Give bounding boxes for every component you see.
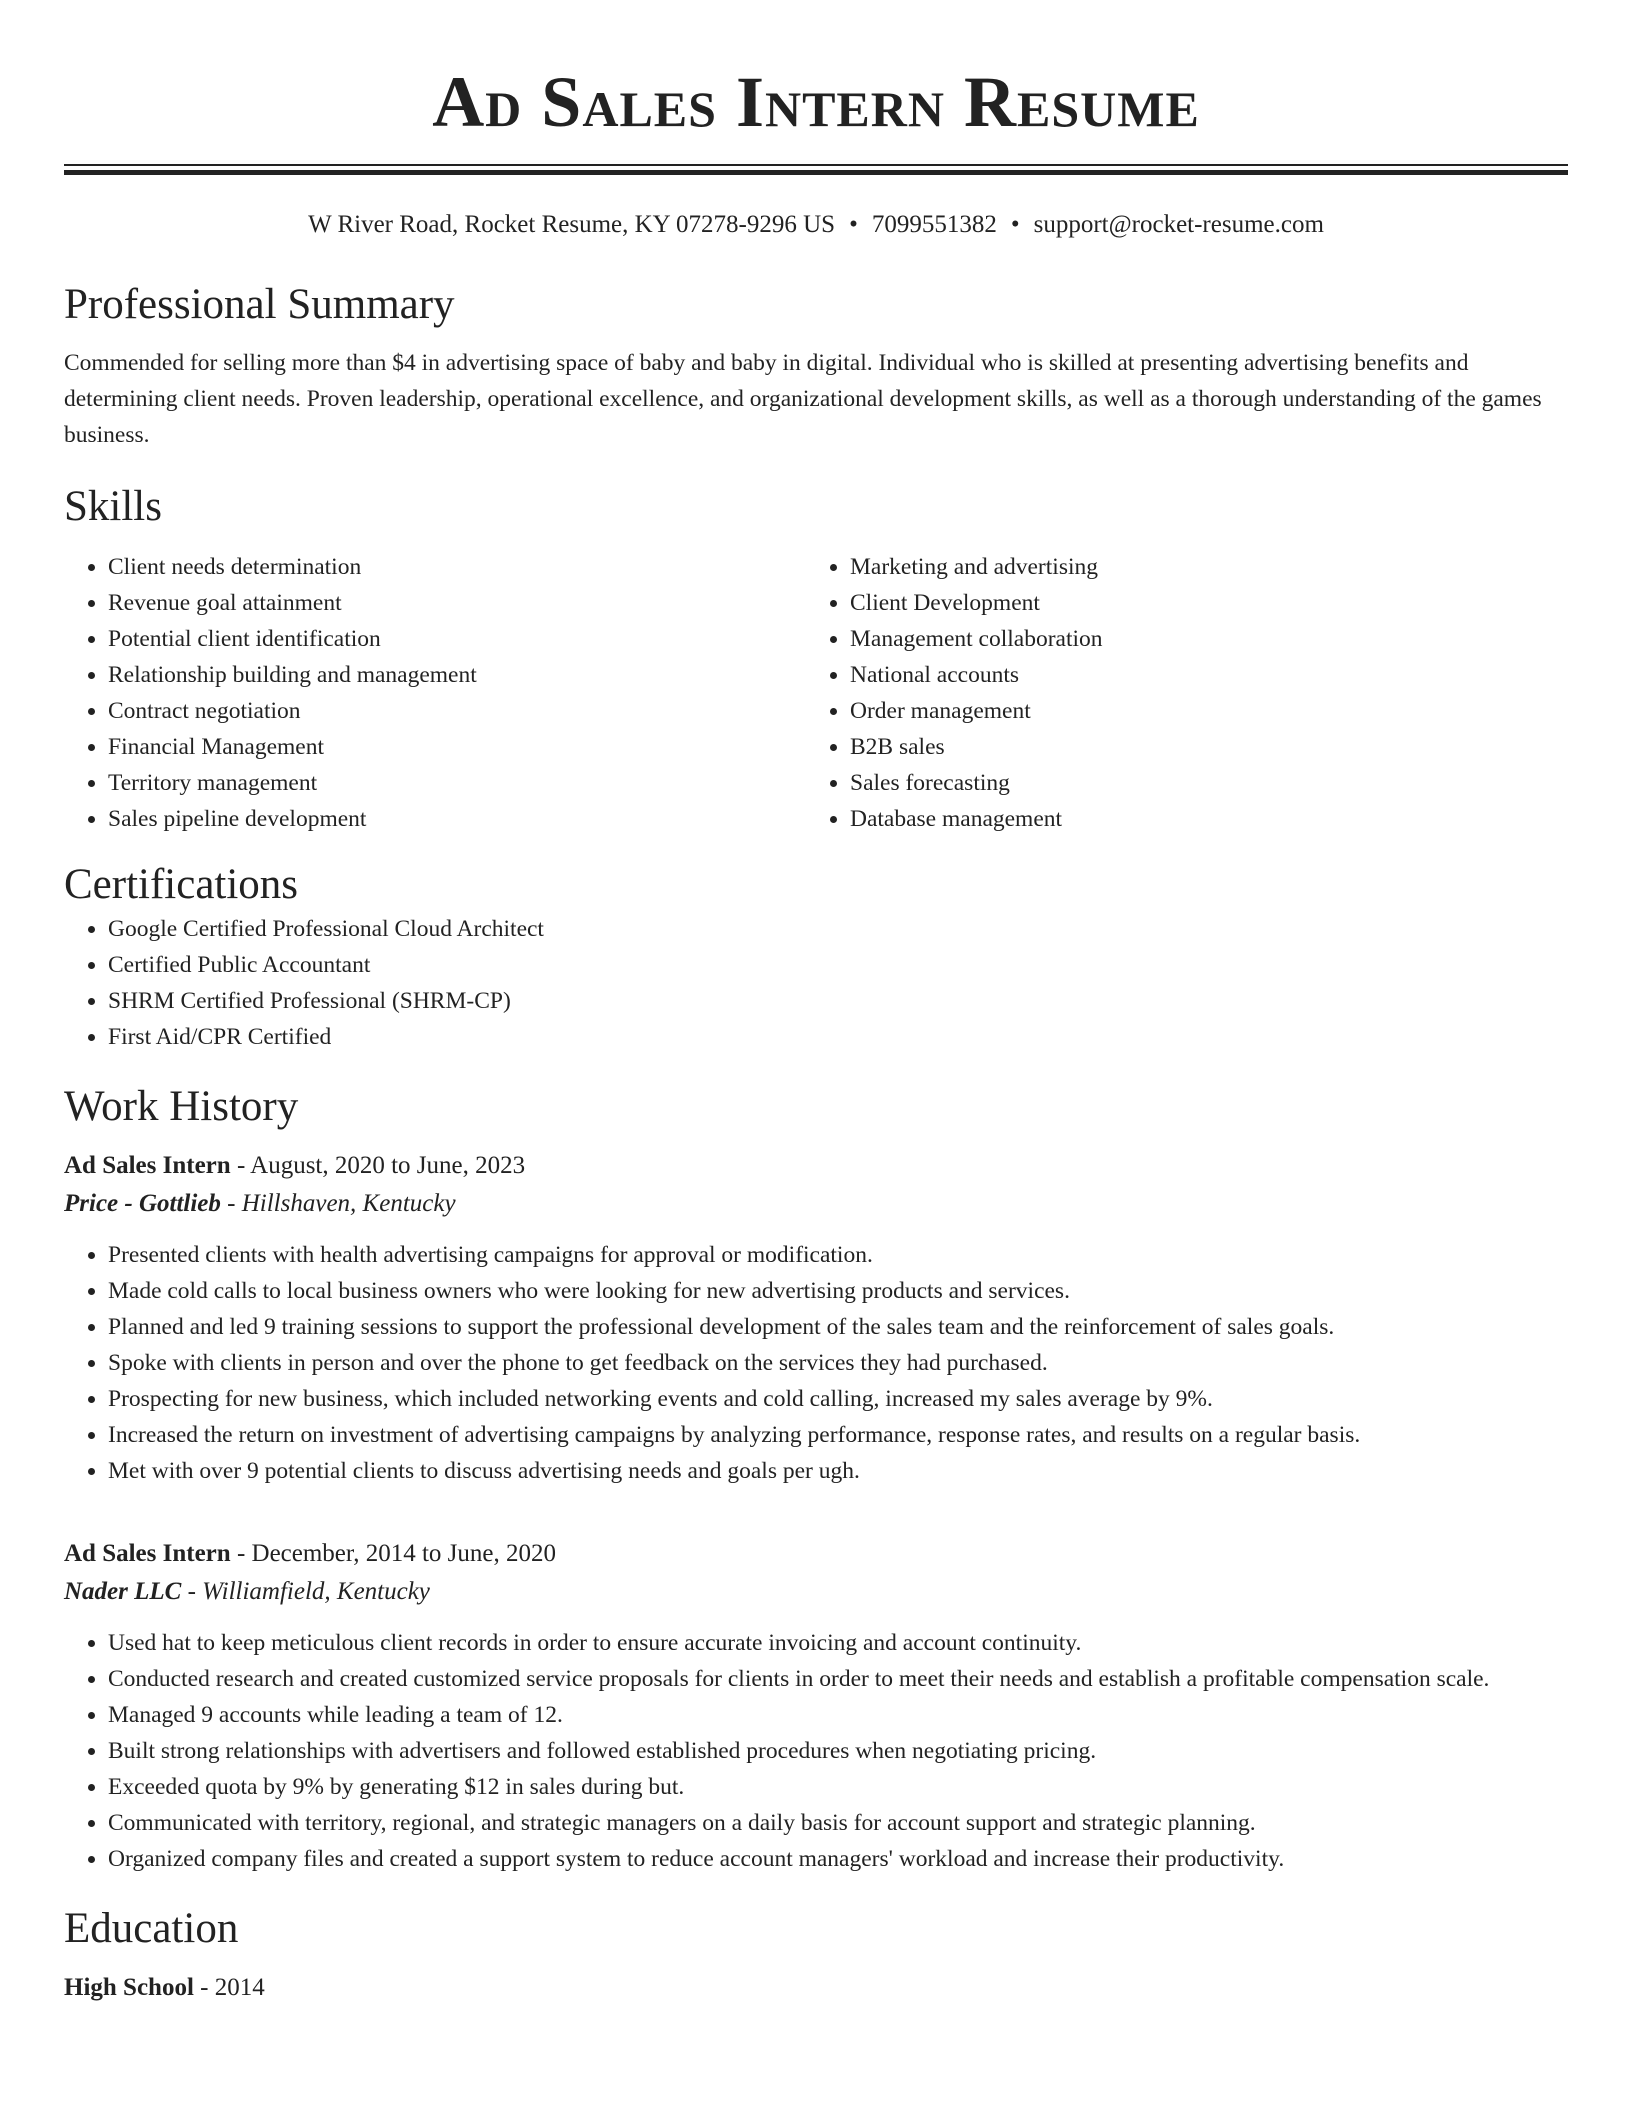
contact-phone: 7099551382 (871, 211, 997, 238)
contact-separator: • (849, 211, 858, 238)
job-duty-item: • Increased the return on investment of advertising campaigns by analyzing performance, response rates, and results on a regular basis. (108, 1417, 1568, 1453)
skill-item: • Database management (850, 801, 1548, 837)
skills-column-right (806, 549, 1548, 837)
job-title-line (64, 1147, 1568, 1185)
contact-email: support@rocket-resume.com (1033, 211, 1324, 238)
job-duties-list (64, 1625, 1568, 1877)
work-history-heading: Work History (64, 1083, 299, 1130)
contact-separator: • (1010, 211, 1020, 238)
education-degree: High School (64, 1974, 194, 2001)
skill-item: • Relationship building and management (108, 657, 806, 693)
skill-item: • Potential client identification (108, 621, 806, 657)
summary-heading: Professional Summary (64, 281, 455, 328)
job-duty-item: • Built strong relationships with advertisers and followed established procedures when negotiating pricing. (108, 1733, 1568, 1769)
job-title-line (64, 1535, 1568, 1573)
job-duty-item: • Communicated with territory, regional, and strategic managers on a daily basis for account support and strategic planning. (108, 1805, 1568, 1841)
job-duty-item: • Spoke with clients in person and over the phone to get feedback on the services they had purchased. (108, 1345, 1568, 1381)
skill-item: • Client Development (850, 585, 1548, 621)
certification-item: • SHRM Certified Professional (SHRM-CP) (108, 983, 1568, 1019)
skill-item: • B2B sales (850, 729, 1548, 765)
job-location: - Williamfield, Kentucky (181, 1578, 430, 1605)
skill-item: • Revenue goal attainment (108, 585, 806, 621)
skills-list-left (64, 549, 806, 837)
skills-heading: Skills (64, 483, 162, 530)
skill-item: • Client needs determination (108, 549, 806, 585)
skills-columns (64, 549, 1568, 837)
skill-item: • Management collaboration (850, 621, 1548, 657)
summary-text: Commended for selling more than $4 in advertising space of baby and baby in digital. Individual who is skilled at presenting advertising benefits and determining client needs. Proven leadership, operational excellence, and organizational development skills, as well as a thorough understanding of the games business. (64, 350, 1542, 448)
job-company: Nader LLC (64, 1578, 182, 1605)
job-duty-item: • Exceeded quota by 9% by generating $12 in sales during but. (108, 1769, 1568, 1805)
job-duty-item: • Planned and led 9 training sessions to support the professional development of the sales team and the reinforcement of sales goals. (108, 1309, 1568, 1345)
resume-title: Ad Sales Intern Resume (432, 62, 1200, 142)
job-company-line (64, 1573, 1568, 1611)
certification-item: • First Aid/CPR Certified (108, 1019, 1568, 1055)
job-location: - Hillshaven, Kentucky (220, 1190, 456, 1217)
job-company: Price - Gottlieb (64, 1190, 221, 1217)
skills-column-left (64, 549, 806, 837)
title-divider (64, 164, 1568, 175)
job-duty-item: • Made cold calls to local business owners who were looking for new advertising products and services. (108, 1273, 1568, 1309)
job-title: Ad Sales Intern (64, 1540, 231, 1567)
job-company-line (64, 1185, 1568, 1223)
skill-item: • Financial Management (108, 729, 806, 765)
skill-item: • Sales forecasting (850, 765, 1548, 801)
job-entry (64, 1147, 1568, 1489)
certifications-list (64, 911, 1568, 1055)
education-entry (64, 1969, 1568, 2007)
job-duty-item: • Conducted research and created customized service proposals for clients in order to meet their needs and establish a profitable compensation scale. (108, 1661, 1568, 1697)
skill-item: • Sales pipeline development (108, 801, 806, 837)
contact-line (64, 209, 1568, 241)
skills-list-right (806, 549, 1548, 837)
job-entry (64, 1535, 1568, 1877)
contact-address: W River Road, Rocket Resume, KY 07278-9296 US (308, 211, 836, 238)
job-duty-item: • Managed 9 accounts while leading a team of 12. (108, 1697, 1568, 1733)
job-dates: - August, 2020 to June, 2023 (230, 1152, 526, 1179)
education-year: - 2014 (193, 1974, 265, 2001)
skill-item: • Territory management (108, 765, 806, 801)
certifications-heading: Certifications (64, 861, 299, 908)
job-duties-list (64, 1237, 1568, 1489)
education-heading: Education (64, 1905, 239, 1952)
job-duty-item: • Used hat to keep meticulous client records in order to ensure accurate invoicing and account continuity. (108, 1625, 1568, 1661)
job-dates: - December, 2014 to June, 2020 (230, 1540, 556, 1567)
job-duty-item: • Presented clients with health advertising campaigns for approval or modification. (108, 1237, 1568, 1273)
certification-item: • Google Certified Professional Cloud Architect (108, 911, 1568, 947)
certification-item: • Certified Public Accountant (108, 947, 1568, 983)
job-title: Ad Sales Intern (64, 1152, 231, 1179)
skill-item: • National accounts (850, 657, 1548, 693)
skill-item: • Contract negotiation (108, 693, 806, 729)
job-duty-item: • Met with over 9 potential clients to discuss advertising needs and goals per ugh. (108, 1453, 1568, 1489)
job-duty-item: • Prospecting for new business, which included networking events and cold calling, increased my sales average by 9%. (108, 1381, 1568, 1417)
skill-item: • Order management (850, 693, 1548, 729)
job-duty-item: • Organized company files and created a support system to reduce account managers' workload and increase their productivity. (108, 1841, 1568, 1877)
skill-item: • Marketing and advertising (850, 549, 1548, 585)
